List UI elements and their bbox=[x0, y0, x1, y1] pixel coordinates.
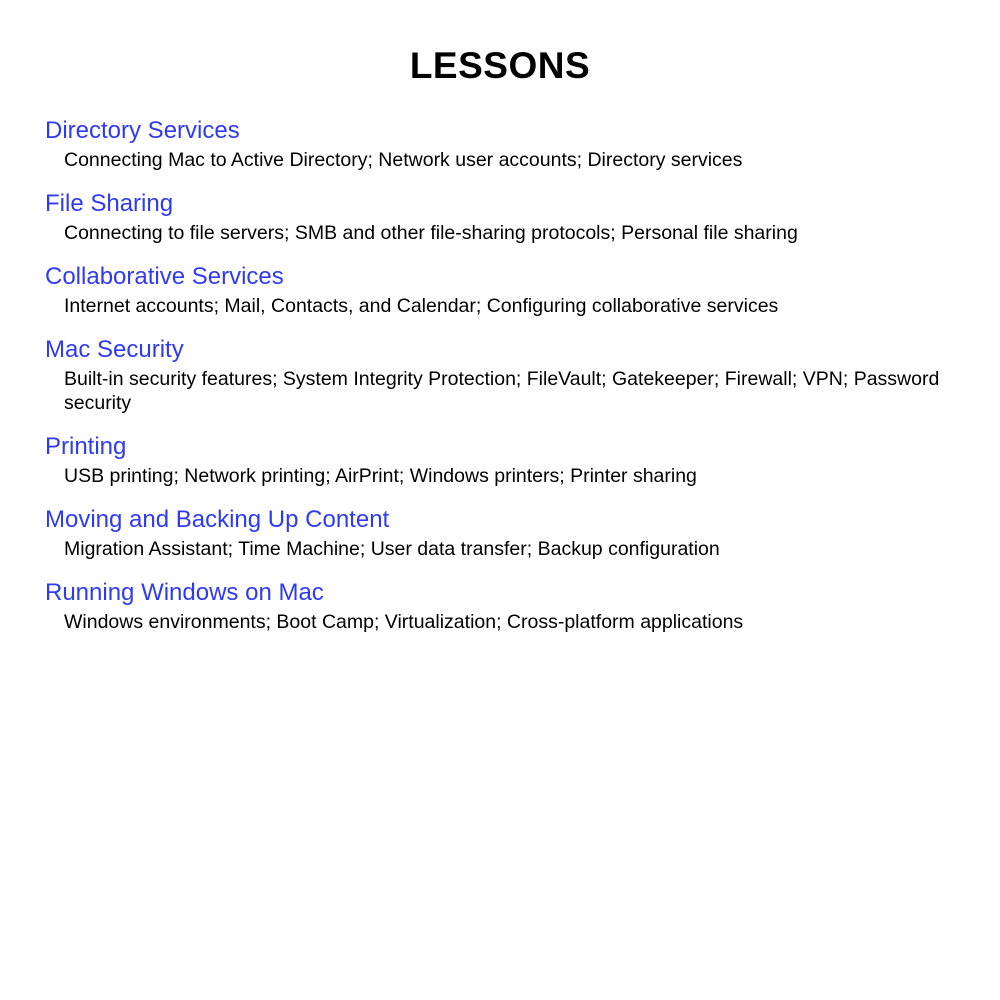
lesson-printing bbox=[45, 432, 955, 488]
lesson-moving-and-backing-up-content bbox=[45, 505, 955, 561]
lesson-topics: Internet accounts; Mail, Contacts, and Calendar; Configuring collaborative services bbox=[64, 295, 779, 317]
lesson-title-link[interactable]: Directory Services bbox=[45, 117, 240, 144]
lesson-running-windows-on-mac bbox=[45, 578, 955, 634]
lessons-list bbox=[45, 116, 955, 634]
lesson-file-sharing bbox=[45, 189, 955, 245]
lesson-topics: USB printing; Network printing; AirPrint; Windows printers; Printer sharing bbox=[64, 465, 697, 487]
lesson-topics: Migration Assistant; Time Machine; User data transfer; Backup configuration bbox=[64, 538, 720, 560]
lesson-topics: Built-in security features; System Integrity Protection; FileVault; Gatekeeper; Firewall; VPN; Password security bbox=[64, 368, 940, 414]
lesson-directory-services bbox=[45, 116, 955, 172]
lesson-mac-security bbox=[45, 335, 955, 415]
lesson-title-link[interactable]: File Sharing bbox=[45, 190, 174, 217]
lesson-title-link[interactable]: Printing bbox=[45, 433, 127, 460]
lesson-title-link[interactable]: Mac Security bbox=[45, 336, 184, 363]
lesson-title-link[interactable]: Collaborative Services bbox=[45, 263, 284, 290]
page-title: LESSONS bbox=[409, 45, 591, 86]
lesson-topics: Windows environments; Boot Camp; Virtualization; Cross-platform applications bbox=[64, 611, 744, 633]
lesson-title-link[interactable]: Running Windows on Mac bbox=[45, 579, 324, 606]
lesson-topics: Connecting to file servers; SMB and other file-sharing protocols; Personal file sharing bbox=[64, 222, 798, 244]
lesson-title-link[interactable]: Moving and Backing Up Content bbox=[45, 506, 390, 533]
lesson-topics: Connecting Mac to Active Directory; Network user accounts; Directory services bbox=[64, 149, 743, 171]
lesson-collaborative-services bbox=[45, 262, 955, 318]
